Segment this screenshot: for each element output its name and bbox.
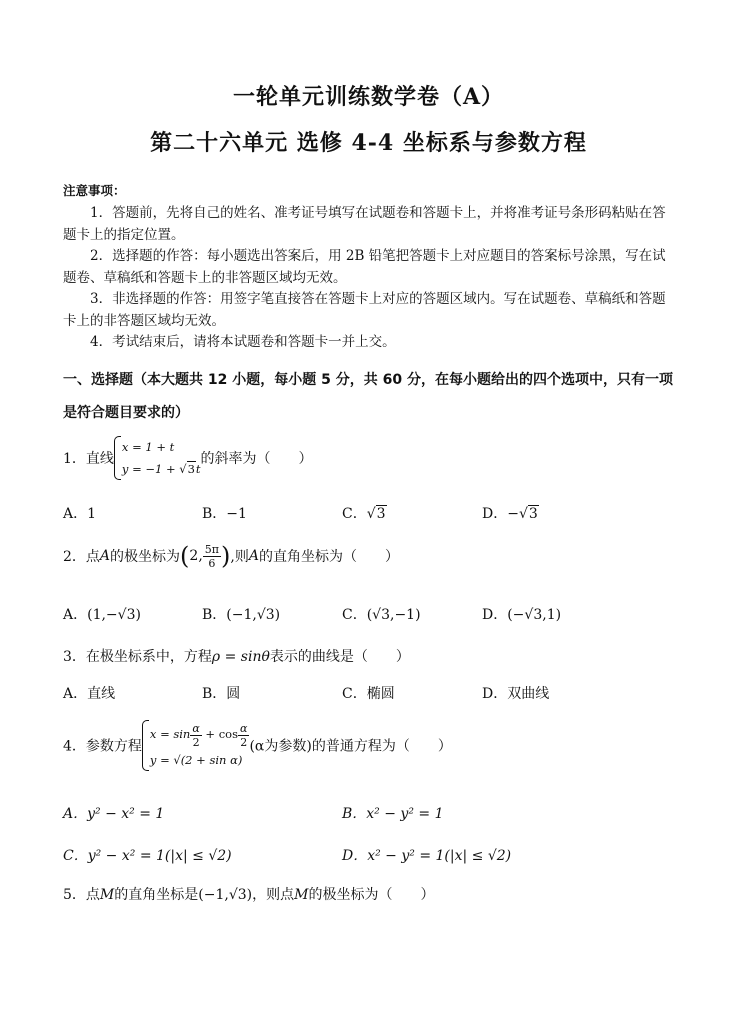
q4-equation-system: x = sin $\frac{\alpha}{2}$ + cos $\frac{\alpha}{2}$ y = √(2 + sin α) [142, 720, 250, 771]
q4-option-c: C．y² − x² = 1(|x| ≤ √2) [63, 848, 232, 864]
q2-option-b: B．(−1,√3) [202, 607, 281, 623]
q2-option-c: C．(√3,−1) [342, 607, 421, 623]
q3-option-c: C．椭圆 [342, 686, 395, 702]
q1-eq2a: y = −1 + [121, 462, 180, 476]
q4-param: (α为参数) [249, 738, 312, 755]
q2-option-d: D．(−√3,1) [482, 607, 562, 623]
q1-eq2-radicand: 3 [187, 462, 195, 476]
question-5: 5．点M的直角坐标是(−1,√3)，则点M的极坐标为（ ） [63, 887, 435, 903]
q1-equation-system: x = 1 + t y = −1 + √3t [114, 436, 201, 480]
question-1 [63, 436, 313, 480]
q1-eq1: x = 1 + t [121, 440, 175, 454]
q3-option-b: B．圆 [202, 686, 241, 702]
q1-option-a: A．1 [63, 506, 97, 522]
question-4: 4．参数方程 x = sin $\frac{\alpha}{2}$ + cos $\frac{\alpha}{2}$ y = √(2 + sin α) (α为参数)的普通方程为（ ） [63, 720, 452, 771]
q1-option-b: B．−1 [202, 506, 247, 522]
q5-coordinate: (−1,√3) [198, 887, 253, 903]
exam-title: 一轮单元训练数学卷（A） [232, 84, 505, 110]
q1-suffix: 的斜率为（ ） [200, 451, 313, 467]
q4-option-a: A．y² − x² = 1 [63, 806, 165, 822]
q3-option-a: A．直线 [63, 686, 116, 702]
q3-equation: ρ = sinθ [211, 649, 270, 665]
q1-eq2c: t [195, 462, 201, 476]
q4-option-b: B．x² − y² = 1 [342, 806, 444, 822]
notice-item-1: 1．答题前，先将自己的姓名、准考证号填写在试题卷和答题卡上，并将准考证号条形码粘贴在答题卡上的指定位置。 [63, 205, 666, 243]
section-title: 一、选择题（本大题共 12 小题，每小题 5 分，共 60 分，在每小题给出的四个选项中，只有一项是符合题目要求的） [63, 372, 673, 421]
q4-option-d: D．x² − y² = 1(|x| ≤ √2) [342, 848, 512, 864]
q1-option-c: C．√3 [342, 506, 386, 522]
q1-prefix: 1．直线 [63, 451, 114, 467]
q2-option-a: A．(1,−√3) [63, 607, 141, 623]
unit-subtitle: 第二十六单元 选修 4-4 坐标系与参数方程 [150, 130, 587, 156]
question-3: 3．在极坐标系中，方程ρ = sinθ表示的曲线是（ ） [63, 649, 410, 665]
notice-list [63, 203, 675, 354]
question-2: 2．点A的极坐标为(2, $\frac{5\pi}{6}$ ),则A的直角坐标为（ ） [63, 542, 399, 570]
q1-option-d: D．−√3 [482, 506, 538, 522]
notice-item-4: 4．考试结束后，请将本试题卷和答题卡一并上交。 [90, 334, 396, 350]
q2-fraction: $\frac{5\pi}{6}$ [204, 542, 220, 570]
notice-heading: 注意事项： [63, 183, 126, 198]
notice-item-2: 2．选择题的作答：每小题选出答案后，用 2B 铅笔把答题卡上对应题目的答案标号涂黑，写在试题卷、草稿纸和答题卡上的非答题区域均无效。 [63, 248, 666, 286]
notice-item-3: 3．非选择题的作答：用签字笔直接答在答题卡上对应的答题区域内。写在试题卷、草稿纸和答题卡上的非答题区域均无效。 [63, 291, 666, 329]
q3-option-d: D．双曲线 [482, 686, 550, 702]
